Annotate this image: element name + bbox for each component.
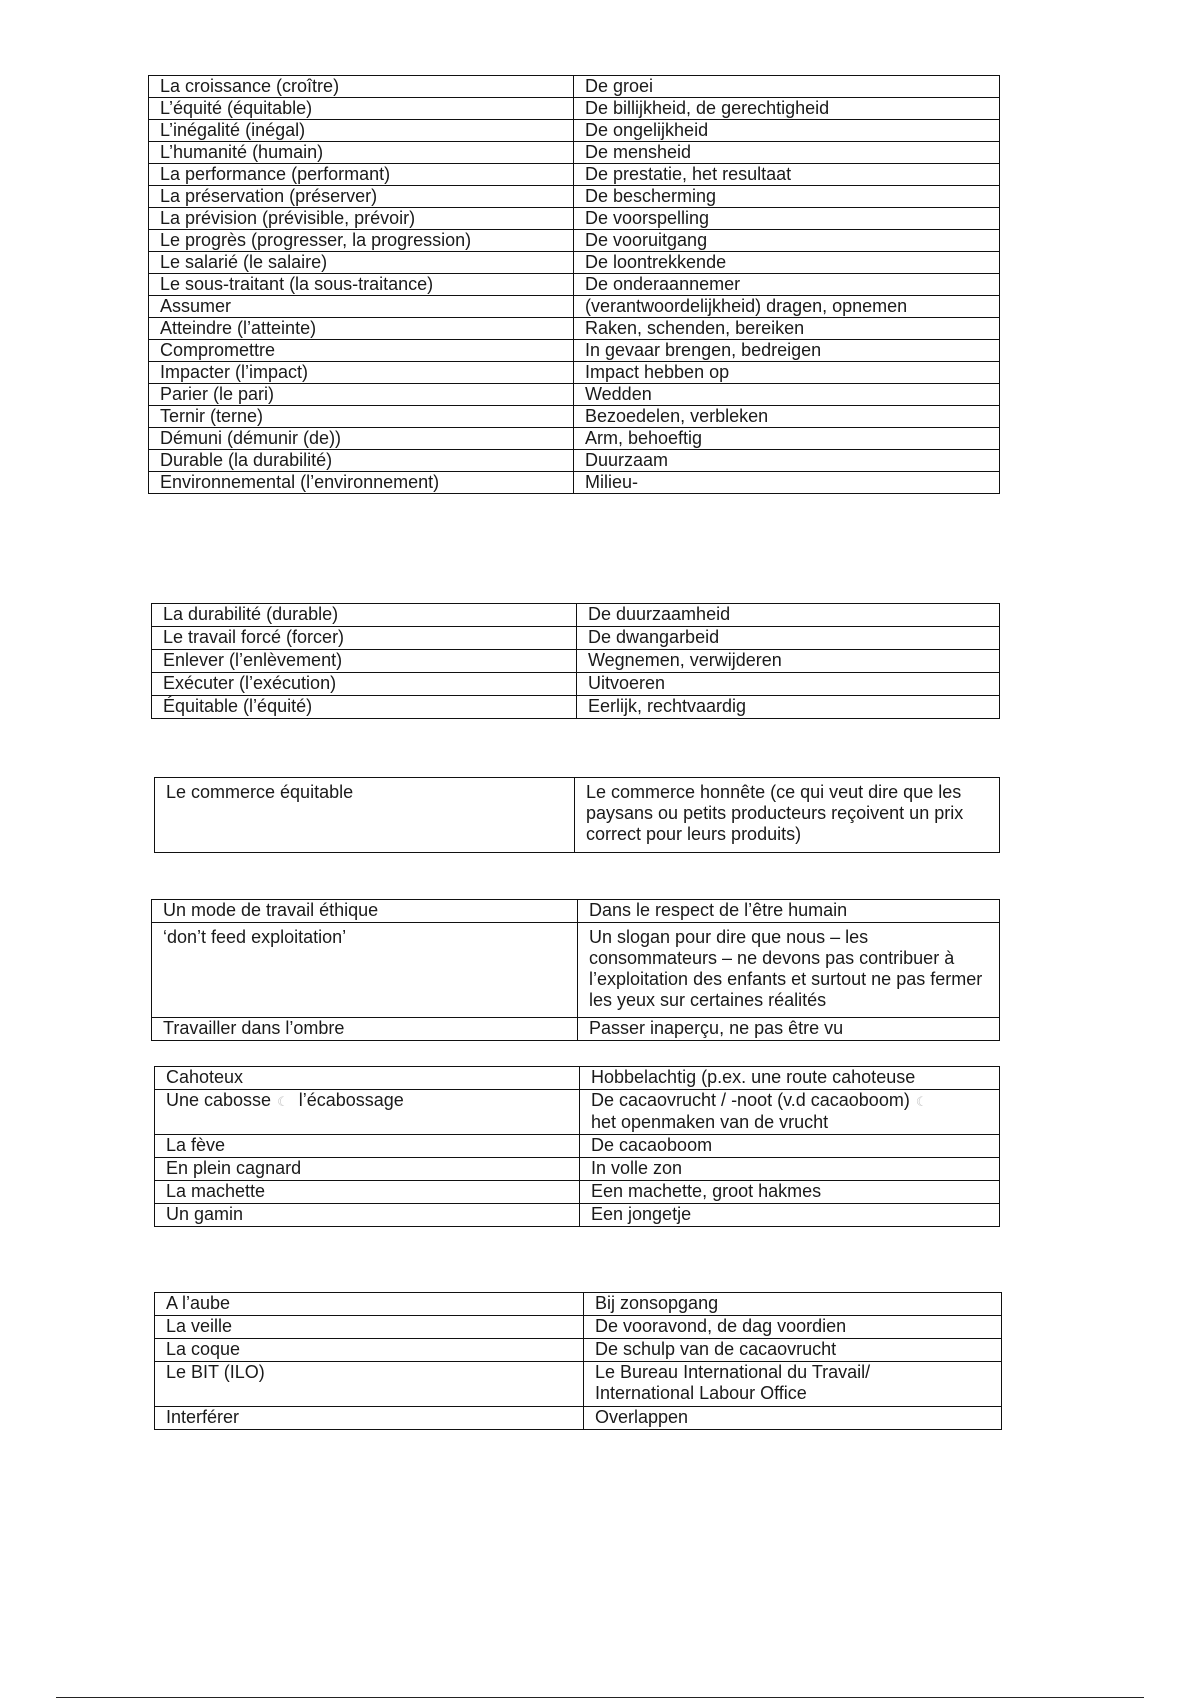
french-term: Durable (la durabilité) [149, 450, 574, 472]
french-term: Le BIT (ILO) [155, 1362, 584, 1407]
dutch-translation: Overlappen [584, 1407, 1002, 1430]
table-row [155, 1339, 1002, 1362]
french-term: Travailler dans l’ombre [152, 1018, 578, 1041]
french-term: Environnemental (l’environnement) [149, 472, 574, 494]
french-term: Interférer [155, 1407, 584, 1430]
dutch-translation: De voorspelling [574, 208, 1000, 230]
table-row [149, 450, 1000, 472]
dutch-translation: Passer inaperçu, ne pas être vu [578, 1018, 1000, 1041]
vocab-table-4 [151, 899, 1000, 1041]
table-row [149, 164, 1000, 186]
footer-divider [56, 1697, 1144, 1698]
french-term [155, 1090, 580, 1135]
table-row [152, 696, 1000, 719]
french-term: La coque [155, 1339, 584, 1362]
french-term: La machette [155, 1181, 580, 1204]
french-term: ‘don’t feed exploitation’ [152, 923, 578, 1018]
table-row [149, 208, 1000, 230]
french-term: L’inégalité (inégal) [149, 120, 574, 142]
dutch-translation: De cacaoboom [580, 1135, 1000, 1158]
french-term: Parier (le pari) [149, 384, 574, 406]
table-row [149, 98, 1000, 120]
table-row [155, 1316, 1002, 1339]
french-term: Exécuter (l’exécution) [152, 673, 577, 696]
dutch-translation: Duurzaam [574, 450, 1000, 472]
vocab-table-2 [151, 603, 1000, 719]
table-row [149, 120, 1000, 142]
table-row [155, 1181, 1000, 1204]
table-row [149, 142, 1000, 164]
dutch-translation [580, 1090, 1000, 1135]
dutch-translation-main: De cacaovrucht / -noot (v.d cacaoboom) [591, 1090, 910, 1110]
table-row [149, 362, 1000, 384]
dutch-translation: Een jongetje [580, 1204, 1000, 1227]
french-term: Enlever (l’enlèvement) [152, 650, 577, 673]
table-row [149, 384, 1000, 406]
table-row [155, 1204, 1000, 1227]
table-row [155, 1362, 1002, 1407]
table-row [149, 340, 1000, 362]
dutch-translation: De dwangarbeid [577, 627, 1000, 650]
french-term: La performance (performant) [149, 164, 574, 186]
dutch-translation: Eerlijk, rechtvaardig [577, 696, 1000, 719]
table-row [152, 650, 1000, 673]
french-term: Un gamin [155, 1204, 580, 1227]
french-term-main: Une cabosse [166, 1090, 272, 1110]
french-term: Le commerce équitable [155, 778, 575, 853]
french-term: Le sous-traitant (la sous-traitance) [149, 274, 574, 296]
dutch-translation: Milieu- [574, 472, 1000, 494]
dutch-translation: Hobbelachtig (p.ex. une route cahoteuse [580, 1067, 1000, 1090]
dutch-translation: Le commerce honnête (ce qui veut dire que les paysans ou petits producteurs reçoivent un prix correct pour leurs produits) [575, 778, 1000, 853]
vocab-table-3 [154, 777, 1000, 853]
french-term: Équitable (l’équité) [152, 696, 577, 719]
french-term: La veille [155, 1316, 584, 1339]
table-row [149, 406, 1000, 428]
french-term-extra: l’écabossage [298, 1090, 404, 1110]
dutch-translation: In gevaar brengen, bedreigen [574, 340, 1000, 362]
vocab-table-1 [148, 75, 1000, 494]
dutch-translation: De schulp van de cacaovrucht [584, 1339, 1002, 1362]
table-row [149, 186, 1000, 208]
french-term: L’humanité (humain) [149, 142, 574, 164]
table-row [152, 604, 1000, 627]
table-row [155, 1067, 1000, 1090]
moon-symbol-icon: ☾ [277, 1094, 289, 1109]
table-row [149, 252, 1000, 274]
french-term: Démuni (démunir (de)) [149, 428, 574, 450]
table-row [155, 1407, 1002, 1430]
table-row [155, 1135, 1000, 1158]
dutch-translation: Wegnemen, verwijderen [577, 650, 1000, 673]
french-term: Compromettre [149, 340, 574, 362]
french-term: L’équité (équitable) [149, 98, 574, 120]
french-term: A l’aube [155, 1293, 584, 1316]
table-row [149, 230, 1000, 252]
table-row [155, 1158, 1000, 1181]
dutch-translation-line-1: Le Bureau International du Travail/ [595, 1362, 871, 1382]
vocab-table-6 [154, 1292, 1002, 1430]
dutch-translation: De prestatie, het resultaat [574, 164, 1000, 186]
french-term: Le travail forcé (forcer) [152, 627, 577, 650]
french-term: Ternir (terne) [149, 406, 574, 428]
french-term: Le progrès (progresser, la progression) [149, 230, 574, 252]
table-row [155, 1293, 1002, 1316]
dutch-translation-line-2: International Labour Office [595, 1383, 807, 1403]
french-term: Cahoteux [155, 1067, 580, 1090]
french-term: Atteindre (l’atteinte) [149, 318, 574, 340]
french-term: La prévision (prévisible, prévoir) [149, 208, 574, 230]
french-term: Assumer [149, 296, 574, 318]
dutch-translation: Arm, behoeftig [574, 428, 1000, 450]
dutch-translation: (verantwoordelijkheid) dragen, opnemen [574, 296, 1000, 318]
table-row [149, 472, 1000, 494]
french-term: Impacter (l’impact) [149, 362, 574, 384]
table-row [155, 778, 1000, 853]
dutch-translation: De onderaannemer [574, 274, 1000, 296]
dutch-translation-extra: het openmaken van de vrucht [591, 1112, 829, 1132]
french-term: En plein cagnard [155, 1158, 580, 1181]
dutch-translation: Een machette, groot hakmes [580, 1181, 1000, 1204]
dutch-translation: De bescherming [574, 186, 1000, 208]
french-term: La préservation (préserver) [149, 186, 574, 208]
french-term: Un mode de travail éthique [152, 900, 578, 923]
dutch-translation: Wedden [574, 384, 1000, 406]
table-row [149, 76, 1000, 98]
dutch-translation: Dans le respect de l’être humain [578, 900, 1000, 923]
table-row [152, 673, 1000, 696]
table-row [152, 1018, 1000, 1041]
dutch-translation: Impact hebben op [574, 362, 1000, 384]
dutch-translation: In volle zon [580, 1158, 1000, 1181]
table-row [149, 296, 1000, 318]
dutch-translation: Uitvoeren [577, 673, 1000, 696]
french-term: La durabilité (durable) [152, 604, 577, 627]
table-row [149, 274, 1000, 296]
moon-symbol-icon: ☾ [915, 1094, 928, 1109]
vocab-table-5 [154, 1066, 1000, 1227]
dutch-translation: De vooruitgang [574, 230, 1000, 252]
dutch-translation: Bezoedelen, verbleken [574, 406, 1000, 428]
french-term: Le salarié (le salaire) [149, 252, 574, 274]
table-row [149, 318, 1000, 340]
dutch-translation: Raken, schenden, bereiken [574, 318, 1000, 340]
dutch-translation: De duurzaamheid [577, 604, 1000, 627]
dutch-translation [584, 1362, 1002, 1407]
dutch-translation: De groei [574, 76, 1000, 98]
french-term: La fève [155, 1135, 580, 1158]
dutch-translation: De loontrekkende [574, 252, 1000, 274]
dutch-translation: De ongelijkheid [574, 120, 1000, 142]
dutch-translation: Bij zonsopgang [584, 1293, 1002, 1316]
table-row [149, 428, 1000, 450]
french-term: La croissance (croître) [149, 76, 574, 98]
table-row [152, 627, 1000, 650]
dutch-translation: De billijkheid, de gerechtigheid [574, 98, 1000, 120]
dutch-translation: De mensheid [574, 142, 1000, 164]
table-row [152, 923, 1000, 1018]
dutch-translation: Un slogan pour dire que nous – les consommateurs – ne devons pas contribuer à l’exploitation des enfants et surtout ne pas fermer les yeux sur certaines réalités [578, 923, 1000, 1018]
dutch-translation: De vooravond, de dag voordien [584, 1316, 1002, 1339]
table-row [152, 900, 1000, 923]
table-row [155, 1090, 1000, 1135]
